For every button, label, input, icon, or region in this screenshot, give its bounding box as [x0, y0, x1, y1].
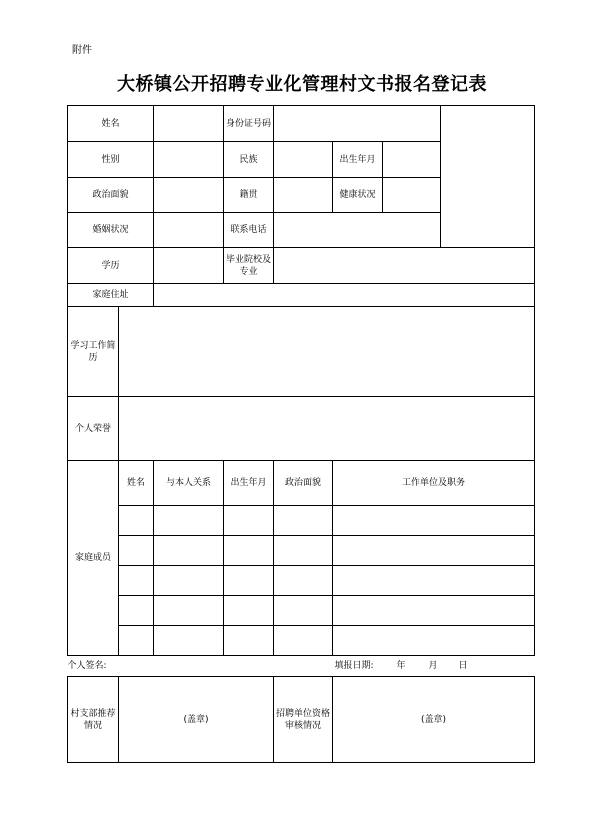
family-row: [68, 566, 535, 596]
family-cell[interactable]: [154, 626, 224, 656]
family-cell[interactable]: [154, 566, 224, 596]
education-field[interactable]: [154, 248, 224, 284]
party-recommend-seal[interactable]: (盖章): [119, 677, 274, 763]
attachment-label: 附件: [72, 45, 92, 56]
family-cell[interactable]: [119, 626, 154, 656]
family-row: [68, 596, 535, 626]
family-cell[interactable]: [333, 566, 535, 596]
political-status-label: 政治面貌: [68, 178, 154, 213]
marital-status-field[interactable]: [154, 213, 224, 248]
family-cell[interactable]: [274, 536, 333, 566]
id-number-field[interactable]: [274, 106, 441, 142]
party-recommend-label: 村支部推荐情况: [68, 677, 119, 763]
phone-field[interactable]: [274, 213, 441, 248]
family-cell[interactable]: [274, 506, 333, 536]
ethnicity-field[interactable]: [274, 142, 333, 178]
signature-field[interactable]: [154, 656, 333, 677]
name-field[interactable]: [154, 106, 224, 142]
family-cell[interactable]: [154, 506, 224, 536]
family-cell[interactable]: [119, 566, 154, 596]
family-cell[interactable]: [333, 506, 535, 536]
page-title: 大桥镇公开招聘专业化管理村文书报名登记表: [117, 74, 487, 95]
resume-field[interactable]: [119, 307, 535, 397]
family-cell[interactable]: [224, 626, 274, 656]
education-label: 学历: [68, 248, 154, 284]
family-cell[interactable]: [274, 626, 333, 656]
birth-date-label: 出生年月: [333, 142, 383, 178]
address-label: 家庭住址: [68, 284, 154, 307]
honors-field[interactable]: [119, 397, 535, 461]
family-label: 家庭成员: [68, 461, 119, 656]
resume-label: 学习工作简历: [68, 307, 119, 397]
family-cell[interactable]: [154, 596, 224, 626]
family-cell[interactable]: [333, 536, 535, 566]
name-label: 姓名: [68, 106, 154, 142]
gender-label: 性别: [68, 142, 154, 178]
native-place-field[interactable]: [274, 178, 333, 213]
family-cell[interactable]: [119, 536, 154, 566]
family-col-birth: 出生年月: [224, 461, 274, 506]
photo-cell[interactable]: [441, 106, 535, 248]
fill-date-month: 月: [428, 661, 438, 671]
family-cell[interactable]: [333, 626, 535, 656]
honors-label: 个人荣誉: [68, 397, 119, 461]
review-seal[interactable]: (盖章): [333, 677, 535, 763]
family-cell[interactable]: [119, 596, 154, 626]
id-number-label: 身份证号码: [224, 106, 274, 142]
political-status-field[interactable]: [154, 178, 224, 213]
marital-status-label: 婚姻状况: [68, 213, 154, 248]
school-major-label: 毕业院校及专业: [224, 248, 274, 284]
family-cell[interactable]: [224, 536, 274, 566]
family-col-work: 工作单位及职务: [333, 461, 535, 506]
family-col-name: 姓名: [119, 461, 154, 506]
native-place-label: 籍贯: [224, 178, 274, 213]
address-field[interactable]: [154, 284, 535, 307]
family-cell[interactable]: [119, 506, 154, 536]
family-cell[interactable]: [274, 596, 333, 626]
family-col-political: 政治面貌: [274, 461, 333, 506]
signature-label: 个人签名:: [68, 656, 154, 677]
phone-label: 联系电话: [224, 213, 274, 248]
family-cell[interactable]: [224, 506, 274, 536]
registration-form-table: [67, 105, 535, 763]
school-major-field[interactable]: [274, 248, 535, 284]
family-cell[interactable]: [224, 596, 274, 626]
family-row: [68, 536, 535, 566]
family-row: [68, 506, 535, 536]
family-cell[interactable]: [224, 566, 274, 596]
birth-date-field[interactable]: [383, 142, 441, 178]
fill-date-label: 填报日期:: [334, 661, 374, 671]
ethnicity-label: 民族: [224, 142, 274, 178]
review-label: 招聘单位资格审核情况: [274, 677, 333, 763]
health-field[interactable]: [383, 178, 441, 213]
fill-date-year: 年: [396, 661, 406, 671]
family-cell[interactable]: [333, 596, 535, 626]
fill-date-day: 日: [458, 661, 468, 671]
gender-field[interactable]: [154, 142, 224, 178]
family-cell[interactable]: [274, 566, 333, 596]
family-col-relation: 与本人关系: [154, 461, 224, 506]
health-label: 健康状况: [333, 178, 383, 213]
family-cell[interactable]: [154, 536, 224, 566]
fill-date: [333, 656, 535, 677]
family-row: [68, 626, 535, 656]
